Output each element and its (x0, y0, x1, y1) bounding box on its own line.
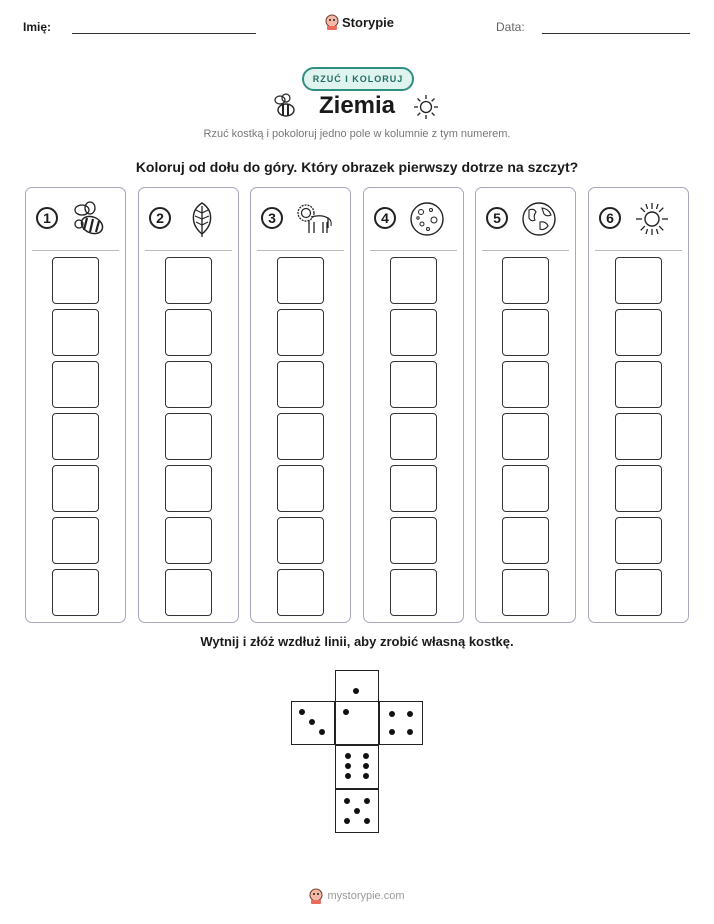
color-box[interactable] (502, 361, 549, 408)
instruction-heading: Koloruj od dołu do góry. Który obrazek pierwszy dotrze na szczyt? (135, 159, 579, 175)
color-box[interactable] (390, 309, 437, 356)
color-box[interactable] (390, 257, 437, 304)
color-box[interactable] (277, 569, 324, 616)
column-3 (250, 187, 351, 623)
color-box[interactable] (615, 569, 662, 616)
dice-pip (407, 729, 413, 735)
brand-logo (325, 14, 394, 30)
dice-pip (319, 729, 325, 735)
column-5 (475, 187, 576, 623)
date-label: Data: (496, 20, 525, 34)
dice-pip (363, 763, 369, 769)
color-box[interactable] (277, 257, 324, 304)
color-box[interactable] (615, 413, 662, 460)
page-title: Ziemia (318, 92, 396, 119)
color-box[interactable] (52, 361, 99, 408)
column-divider (257, 250, 344, 251)
column-6 (588, 187, 689, 623)
color-box[interactable] (277, 465, 324, 512)
date-line[interactable] (542, 33, 690, 34)
dice-pip (345, 763, 351, 769)
dice-face-1 (335, 670, 379, 714)
color-box[interactable] (502, 413, 549, 460)
column-4 (363, 187, 464, 623)
color-box[interactable] (52, 413, 99, 460)
color-box[interactable] (390, 517, 437, 564)
dice-pip (364, 798, 370, 804)
column-number: 2 (149, 207, 171, 229)
color-box[interactable] (277, 361, 324, 408)
dice-face-3 (291, 701, 335, 745)
dice-pip (389, 711, 395, 717)
bee-icon (70, 200, 108, 238)
color-box[interactable] (502, 309, 549, 356)
color-box[interactable] (390, 465, 437, 512)
dice-pip (299, 709, 305, 715)
color-box[interactable] (390, 569, 437, 616)
dice-pip (363, 773, 369, 779)
column-number: 5 (486, 207, 508, 229)
dice-pip (344, 798, 350, 804)
color-box[interactable] (165, 257, 212, 304)
column-divider (370, 250, 457, 251)
column-divider (595, 250, 682, 251)
color-box[interactable] (52, 569, 99, 616)
dice-pip (345, 753, 351, 759)
color-box[interactable] (390, 361, 437, 408)
color-box[interactable] (165, 309, 212, 356)
moon-icon (408, 200, 446, 238)
column-divider (482, 250, 569, 251)
color-box[interactable] (277, 413, 324, 460)
column-divider (145, 250, 232, 251)
color-box[interactable] (277, 309, 324, 356)
dice-pip (354, 808, 360, 814)
color-box[interactable] (165, 465, 212, 512)
column-number: 4 (374, 207, 396, 229)
footer-url[interactable]: mystorypie.com (327, 890, 405, 902)
column-number: 1 (36, 207, 58, 229)
dice-pip (389, 729, 395, 735)
column-divider (32, 250, 119, 251)
name-line[interactable] (72, 33, 256, 34)
color-box[interactable] (390, 413, 437, 460)
dice-pip (363, 753, 369, 759)
column-2 (138, 187, 239, 623)
dice-face-6 (335, 745, 379, 789)
activity-badge: RZUĆ I KOLORUJ (302, 67, 414, 91)
color-box[interactable] (502, 569, 549, 616)
storypie-mascot-icon (325, 14, 339, 30)
earth-globe-icon (520, 200, 558, 238)
dice-pip (364, 818, 370, 824)
brand-name: Storypie (342, 14, 395, 30)
dice-pip (344, 818, 350, 824)
color-box[interactable] (615, 517, 662, 564)
dice-face-4 (379, 701, 423, 745)
dice-pip (309, 719, 315, 725)
color-box[interactable] (502, 517, 549, 564)
sun-icon (413, 94, 439, 120)
dice-pip (353, 688, 359, 694)
column-number: 3 (261, 207, 283, 229)
sun-icon (633, 200, 671, 238)
color-box[interactable] (52, 465, 99, 512)
color-box[interactable] (165, 569, 212, 616)
color-box[interactable] (615, 309, 662, 356)
name-label: Imię: (23, 20, 52, 34)
dice-face-5 (335, 789, 379, 833)
cut-instruction: Wytnij i złóż wzdłuż linii, aby zrobić własną kostkę. (200, 634, 514, 649)
dice-face-1 (335, 701, 379, 745)
color-box[interactable] (52, 517, 99, 564)
dice-pip (407, 711, 413, 717)
lion-icon (295, 200, 333, 238)
color-box[interactable] (277, 517, 324, 564)
color-box[interactable] (52, 257, 99, 304)
subtitle: Rzuć kostką i pokoloruj jedno pole w kolumnie z tym numerem. (203, 128, 511, 140)
storypie-mascot-icon (309, 888, 323, 904)
color-box[interactable] (165, 517, 212, 564)
leaf-icon (183, 200, 221, 238)
color-box[interactable] (615, 257, 662, 304)
color-box[interactable] (165, 413, 212, 460)
color-box[interactable] (52, 309, 99, 356)
color-box[interactable] (615, 361, 662, 408)
column-1 (25, 187, 126, 623)
dice-pip (343, 709, 349, 715)
dice-pip (345, 773, 351, 779)
color-box[interactable] (165, 361, 212, 408)
column-number: 6 (599, 207, 621, 229)
color-box[interactable] (615, 465, 662, 512)
color-box[interactable] (502, 465, 549, 512)
footer (0, 888, 714, 904)
color-box[interactable] (502, 257, 549, 304)
